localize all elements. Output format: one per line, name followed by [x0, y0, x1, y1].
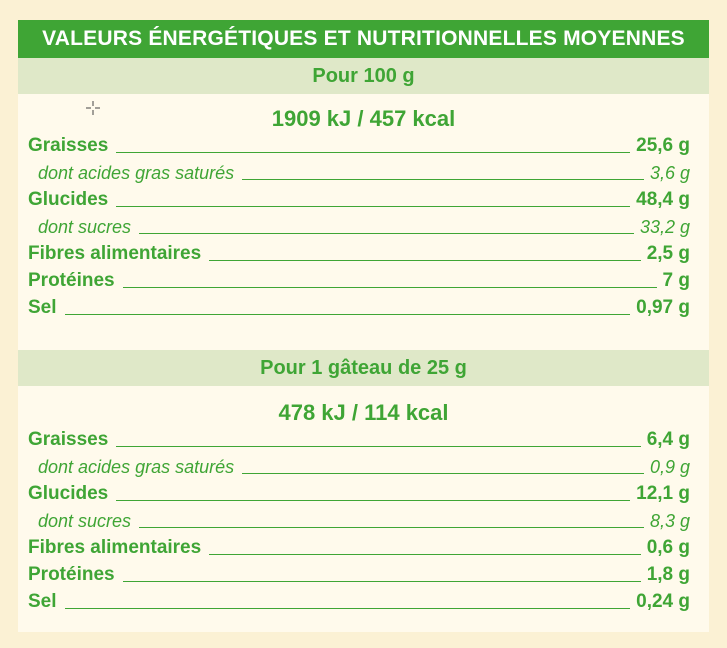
nutrient-value: 48,4 g: [636, 189, 690, 210]
nutrient-label: Glucides: [28, 483, 109, 504]
section-heading-per-cake: Pour 1 gâteau de 25 g: [18, 350, 709, 386]
nutrient-value: 12,1 g: [636, 483, 690, 504]
nutrient-label: dont sucres: [38, 511, 132, 531]
nutrient-row: [28, 211, 690, 238]
nutrient-label: Protéines: [28, 270, 115, 291]
nutrient-value: 0,97 g: [636, 297, 690, 318]
nutrient-row: [28, 559, 690, 586]
nutrient-label: Glucides: [28, 189, 109, 210]
nutrient-label: Fibres alimentaires: [28, 243, 202, 264]
nutrient-row: [28, 157, 690, 184]
nutrient-label: Graisses: [28, 429, 109, 450]
nutrient-label: Fibres alimentaires: [28, 537, 202, 558]
nutrient-value: 6,4 g: [646, 429, 690, 450]
nutrient-value: 3,6 g: [649, 163, 690, 183]
nutrient-value: 25,6 g: [636, 135, 690, 156]
nutrient-row: [28, 130, 690, 157]
nutrient-row: [28, 265, 690, 292]
leader-line: [65, 314, 631, 315]
leader-line: [123, 581, 641, 582]
nutrient-row: [28, 478, 690, 505]
leader-line: [65, 608, 631, 609]
nutrient-label: dont acides gras saturés: [38, 457, 235, 477]
leader-line: [139, 233, 634, 234]
nutrient-value: 8,3 g: [649, 511, 690, 531]
nutrient-value: 33,2 g: [639, 217, 690, 237]
nutrition-title: VALEURS ÉNERGÉTIQUES ET NUTRITIONNELLES MOYENNES: [18, 20, 709, 58]
nutrient-label: Sel: [28, 297, 57, 318]
nutrient-label: dont sucres: [38, 217, 132, 237]
nutrient-row: [28, 586, 690, 613]
section-heading-per-100g: Pour 100 g: [18, 58, 709, 94]
nutrient-value: 0,9 g: [649, 457, 690, 477]
nutrient-label: Sel: [28, 591, 57, 612]
leader-line: [209, 260, 640, 261]
energy-value-per-100g: 1909 kJ / 457 kcal: [271, 106, 456, 131]
nutrient-row: [28, 292, 690, 319]
leader-line: [242, 473, 644, 474]
nutrient-label: dont acides gras saturés: [38, 163, 235, 183]
leader-line: [139, 527, 644, 528]
nutrient-row: [28, 532, 690, 559]
leader-line: [116, 206, 630, 207]
crosshair-cursor-icon: [86, 101, 100, 115]
leader-line: [116, 152, 630, 153]
energy-value-per-cake: 478 kJ / 114 kcal: [278, 400, 449, 425]
nutrient-row: [28, 184, 690, 211]
nutrient-row: [28, 238, 690, 265]
nutrient-value: 0,24 g: [636, 591, 690, 612]
leader-line: [123, 287, 657, 288]
nutrient-value: 1,8 g: [646, 564, 690, 585]
nutrient-value: 7 g: [662, 270, 690, 291]
leader-line: [116, 500, 630, 501]
nutrient-label: Graisses: [28, 135, 109, 156]
nutrient-label: Protéines: [28, 564, 115, 585]
leader-line: [209, 554, 640, 555]
nutrient-value: 2,5 g: [646, 243, 690, 264]
nutrient-value: 0,6 g: [646, 537, 690, 558]
nutrient-row: [28, 451, 690, 478]
nutrient-row: [28, 505, 690, 532]
leader-line: [116, 446, 640, 447]
nutrient-row: [28, 424, 690, 451]
leader-line: [242, 179, 644, 180]
